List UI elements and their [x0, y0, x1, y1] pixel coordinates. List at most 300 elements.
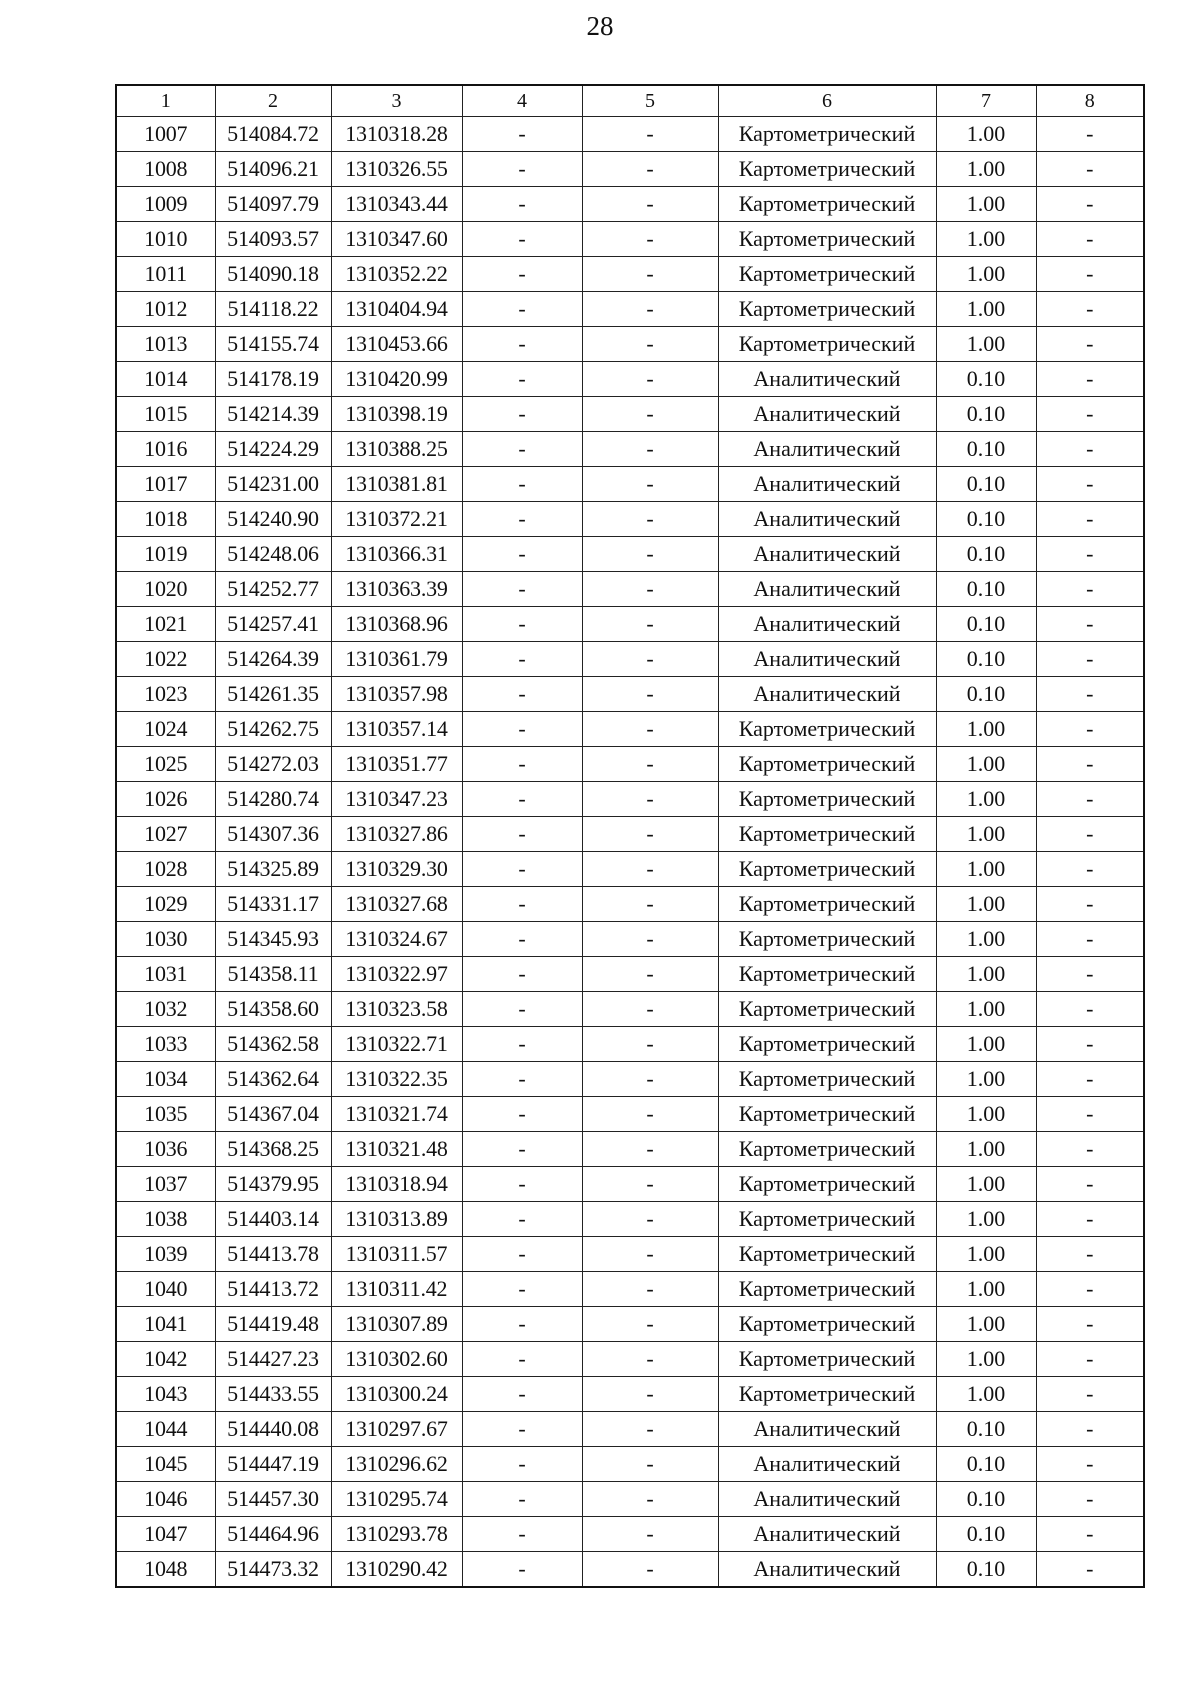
accuracy-cell: 0.10 [936, 642, 1036, 677]
point-number-cell: 1044 [116, 1412, 215, 1447]
method-cell: Картометрический [718, 1132, 936, 1167]
column-header: 8 [1036, 85, 1144, 117]
accuracy-cell: 0.10 [936, 677, 1036, 712]
table-row [116, 1377, 1144, 1412]
x-coordinate-cell: 514440.08 [215, 1412, 331, 1447]
col5-cell: - [582, 1517, 718, 1552]
col5-cell: - [582, 712, 718, 747]
y-coordinate-cell: 1310329.30 [331, 852, 462, 887]
point-number-cell: 1012 [116, 292, 215, 327]
table-row [116, 1167, 1144, 1202]
col4-cell: - [462, 1062, 582, 1097]
y-coordinate-cell: 1310322.71 [331, 1027, 462, 1062]
x-coordinate-cell: 514096.21 [215, 152, 331, 187]
y-coordinate-cell: 1310307.89 [331, 1307, 462, 1342]
col5-cell: - [582, 1097, 718, 1132]
col4-cell: - [462, 712, 582, 747]
table-row [116, 1552, 1144, 1588]
x-coordinate-cell: 514097.79 [215, 187, 331, 222]
table-row [116, 1132, 1144, 1167]
col8-cell: - [1036, 397, 1144, 432]
method-cell: Картометрический [718, 1167, 936, 1202]
col4-cell: - [462, 1377, 582, 1412]
col4-cell: - [462, 1342, 582, 1377]
y-coordinate-cell: 1310321.48 [331, 1132, 462, 1167]
col5-cell: - [582, 1237, 718, 1272]
col8-cell: - [1036, 257, 1144, 292]
method-cell: Картометрический [718, 187, 936, 222]
col8-cell: - [1036, 187, 1144, 222]
x-coordinate-cell: 514178.19 [215, 362, 331, 397]
col8-cell: - [1036, 327, 1144, 362]
col8-cell: - [1036, 922, 1144, 957]
point-number-cell: 1031 [116, 957, 215, 992]
accuracy-cell: 0.10 [936, 1552, 1036, 1588]
table-row [116, 397, 1144, 432]
table-row [116, 957, 1144, 992]
x-coordinate-cell: 514473.32 [215, 1552, 331, 1588]
table-row [116, 257, 1144, 292]
col8-cell: - [1036, 957, 1144, 992]
x-coordinate-cell: 514084.72 [215, 117, 331, 152]
col4-cell: - [462, 327, 582, 362]
col5-cell: - [582, 222, 718, 257]
point-number-cell: 1008 [116, 152, 215, 187]
x-coordinate-cell: 514093.57 [215, 222, 331, 257]
table-row [116, 187, 1144, 222]
col4-cell: - [462, 1027, 582, 1062]
table-row [116, 1482, 1144, 1517]
column-header: 6 [718, 85, 936, 117]
method-cell: Картометрический [718, 117, 936, 152]
col5-cell: - [582, 152, 718, 187]
x-coordinate-cell: 514118.22 [215, 292, 331, 327]
accuracy-cell: 0.10 [936, 432, 1036, 467]
accuracy-cell: 1.00 [936, 1342, 1036, 1377]
y-coordinate-cell: 1310290.42 [331, 1552, 462, 1588]
header-row [116, 85, 1144, 117]
method-cell: Аналитический [718, 397, 936, 432]
y-coordinate-cell: 1310324.67 [331, 922, 462, 957]
method-cell: Аналитический [718, 607, 936, 642]
y-coordinate-cell: 1310295.74 [331, 1482, 462, 1517]
x-coordinate-cell: 514413.72 [215, 1272, 331, 1307]
method-cell: Картометрический [718, 782, 936, 817]
accuracy-cell: 1.00 [936, 1377, 1036, 1412]
x-coordinate-cell: 514362.64 [215, 1062, 331, 1097]
col8-cell: - [1036, 572, 1144, 607]
col8-cell: - [1036, 1202, 1144, 1237]
x-coordinate-cell: 514264.39 [215, 642, 331, 677]
col8-cell: - [1036, 1447, 1144, 1482]
col4-cell: - [462, 1552, 582, 1588]
col5-cell: - [582, 1377, 718, 1412]
method-cell: Картометрический [718, 222, 936, 257]
col8-cell: - [1036, 1412, 1144, 1447]
col4-cell: - [462, 222, 582, 257]
method-cell: Картометрический [718, 1062, 936, 1097]
method-cell: Картометрический [718, 152, 936, 187]
y-coordinate-cell: 1310343.44 [331, 187, 462, 222]
accuracy-cell: 1.00 [936, 1307, 1036, 1342]
col5-cell: - [582, 292, 718, 327]
col8-cell: - [1036, 1097, 1144, 1132]
accuracy-cell: 1.00 [936, 1027, 1036, 1062]
col4-cell: - [462, 1132, 582, 1167]
method-cell: Картометрический [718, 922, 936, 957]
col5-cell: - [582, 1202, 718, 1237]
point-number-cell: 1009 [116, 187, 215, 222]
y-coordinate-cell: 1310297.67 [331, 1412, 462, 1447]
col8-cell: - [1036, 152, 1144, 187]
col4-cell: - [462, 467, 582, 502]
col5-cell: - [582, 817, 718, 852]
x-coordinate-cell: 514240.90 [215, 502, 331, 537]
col5-cell: - [582, 1482, 718, 1517]
col4-cell: - [462, 817, 582, 852]
y-coordinate-cell: 1310311.42 [331, 1272, 462, 1307]
y-coordinate-cell: 1310388.25 [331, 432, 462, 467]
col8-cell: - [1036, 747, 1144, 782]
y-coordinate-cell: 1310326.55 [331, 152, 462, 187]
col8-cell: - [1036, 677, 1144, 712]
accuracy-cell: 1.00 [936, 922, 1036, 957]
col8-cell: - [1036, 1552, 1144, 1588]
col5-cell: - [582, 327, 718, 362]
y-coordinate-cell: 1310351.77 [331, 747, 462, 782]
x-coordinate-cell: 514447.19 [215, 1447, 331, 1482]
col4-cell: - [462, 397, 582, 432]
col5-cell: - [582, 397, 718, 432]
accuracy-cell: 0.10 [936, 1412, 1036, 1447]
accuracy-cell: 1.00 [936, 1062, 1036, 1097]
point-number-cell: 1025 [116, 747, 215, 782]
table-row [116, 1447, 1144, 1482]
col4-cell: - [462, 1272, 582, 1307]
point-number-cell: 1032 [116, 992, 215, 1027]
table-row [116, 1272, 1144, 1307]
table-row [116, 292, 1144, 327]
col5-cell: - [582, 257, 718, 292]
col4-cell: - [462, 782, 582, 817]
col5-cell: - [582, 1447, 718, 1482]
point-number-cell: 1033 [116, 1027, 215, 1062]
method-cell: Аналитический [718, 537, 936, 572]
y-coordinate-cell: 1310372.21 [331, 502, 462, 537]
y-coordinate-cell: 1310313.89 [331, 1202, 462, 1237]
table-row [116, 992, 1144, 1027]
col8-cell: - [1036, 432, 1144, 467]
accuracy-cell: 1.00 [936, 712, 1036, 747]
col4-cell: - [462, 152, 582, 187]
col8-cell: - [1036, 1027, 1144, 1062]
point-number-cell: 1046 [116, 1482, 215, 1517]
point-number-cell: 1023 [116, 677, 215, 712]
x-coordinate-cell: 514248.06 [215, 537, 331, 572]
accuracy-cell: 1.00 [936, 222, 1036, 257]
x-coordinate-cell: 514224.29 [215, 432, 331, 467]
point-number-cell: 1035 [116, 1097, 215, 1132]
table-body [116, 117, 1144, 1588]
col5-cell: - [582, 1272, 718, 1307]
accuracy-cell: 1.00 [936, 957, 1036, 992]
y-coordinate-cell: 1310361.79 [331, 642, 462, 677]
col4-cell: - [462, 677, 582, 712]
method-cell: Картометрический [718, 817, 936, 852]
y-coordinate-cell: 1310322.97 [331, 957, 462, 992]
method-cell: Картометрический [718, 957, 936, 992]
point-number-cell: 1047 [116, 1517, 215, 1552]
table-row [116, 677, 1144, 712]
col4-cell: - [462, 362, 582, 397]
table-row [116, 502, 1144, 537]
method-cell: Картометрический [718, 327, 936, 362]
x-coordinate-cell: 514280.74 [215, 782, 331, 817]
col4-cell: - [462, 642, 582, 677]
accuracy-cell: 0.10 [936, 397, 1036, 432]
accuracy-cell: 0.10 [936, 1482, 1036, 1517]
y-coordinate-cell: 1310453.66 [331, 327, 462, 362]
table-row [116, 607, 1144, 642]
col8-cell: - [1036, 782, 1144, 817]
col8-cell: - [1036, 1272, 1144, 1307]
table-row [116, 817, 1144, 852]
method-cell: Аналитический [718, 1517, 936, 1552]
accuracy-cell: 1.00 [936, 152, 1036, 187]
method-cell: Картометрический [718, 1097, 936, 1132]
method-cell: Картометрический [718, 992, 936, 1027]
col8-cell: - [1036, 467, 1144, 502]
point-number-cell: 1014 [116, 362, 215, 397]
accuracy-cell: 1.00 [936, 257, 1036, 292]
x-coordinate-cell: 514358.60 [215, 992, 331, 1027]
accuracy-cell: 0.10 [936, 572, 1036, 607]
coordinates-table [115, 84, 1145, 1588]
accuracy-cell: 1.00 [936, 747, 1036, 782]
point-number-cell: 1042 [116, 1342, 215, 1377]
col8-cell: - [1036, 992, 1144, 1027]
accuracy-cell: 1.00 [936, 1167, 1036, 1202]
y-coordinate-cell: 1310293.78 [331, 1517, 462, 1552]
point-number-cell: 1022 [116, 642, 215, 677]
accuracy-cell: 1.00 [936, 1202, 1036, 1237]
x-coordinate-cell: 514413.78 [215, 1237, 331, 1272]
point-number-cell: 1039 [116, 1237, 215, 1272]
x-coordinate-cell: 514231.00 [215, 467, 331, 502]
point-number-cell: 1026 [116, 782, 215, 817]
point-number-cell: 1024 [116, 712, 215, 747]
table-row [116, 537, 1144, 572]
accuracy-cell: 1.00 [936, 1272, 1036, 1307]
point-number-cell: 1020 [116, 572, 215, 607]
col8-cell: - [1036, 537, 1144, 572]
point-number-cell: 1034 [116, 1062, 215, 1097]
point-number-cell: 1018 [116, 502, 215, 537]
x-coordinate-cell: 514403.14 [215, 1202, 331, 1237]
accuracy-cell: 1.00 [936, 782, 1036, 817]
accuracy-cell: 1.00 [936, 292, 1036, 327]
point-number-cell: 1045 [116, 1447, 215, 1482]
x-coordinate-cell: 514419.48 [215, 1307, 331, 1342]
col4-cell: - [462, 432, 582, 467]
method-cell: Аналитический [718, 1447, 936, 1482]
accuracy-cell: 0.10 [936, 537, 1036, 572]
table-row [116, 1237, 1144, 1272]
x-coordinate-cell: 514362.58 [215, 1027, 331, 1062]
col4-cell: - [462, 887, 582, 922]
point-number-cell: 1016 [116, 432, 215, 467]
table-row [116, 1307, 1144, 1342]
table-row [116, 327, 1144, 362]
x-coordinate-cell: 514358.11 [215, 957, 331, 992]
x-coordinate-cell: 514345.93 [215, 922, 331, 957]
point-number-cell: 1028 [116, 852, 215, 887]
y-coordinate-cell: 1310302.60 [331, 1342, 462, 1377]
col5-cell: - [582, 117, 718, 152]
col8-cell: - [1036, 1307, 1144, 1342]
column-header: 4 [462, 85, 582, 117]
column-header: 3 [331, 85, 462, 117]
col5-cell: - [582, 362, 718, 397]
x-coordinate-cell: 514379.95 [215, 1167, 331, 1202]
point-number-cell: 1017 [116, 467, 215, 502]
column-header: 2 [215, 85, 331, 117]
accuracy-cell: 1.00 [936, 187, 1036, 222]
accuracy-cell: 1.00 [936, 1237, 1036, 1272]
col5-cell: - [582, 642, 718, 677]
table-row [116, 782, 1144, 817]
point-number-cell: 1037 [116, 1167, 215, 1202]
accuracy-cell: 1.00 [936, 1132, 1036, 1167]
col4-cell: - [462, 1167, 582, 1202]
col8-cell: - [1036, 1062, 1144, 1097]
method-cell: Картометрический [718, 1202, 936, 1237]
point-number-cell: 1021 [116, 607, 215, 642]
y-coordinate-cell: 1310318.28 [331, 117, 462, 152]
col5-cell: - [582, 432, 718, 467]
table-row [116, 747, 1144, 782]
x-coordinate-cell: 514367.04 [215, 1097, 331, 1132]
point-number-cell: 1036 [116, 1132, 215, 1167]
col8-cell: - [1036, 1482, 1144, 1517]
accuracy-cell: 0.10 [936, 362, 1036, 397]
accuracy-cell: 0.10 [936, 1517, 1036, 1552]
x-coordinate-cell: 514433.55 [215, 1377, 331, 1412]
method-cell: Картометрический [718, 1377, 936, 1412]
method-cell: Аналитический [718, 1412, 936, 1447]
method-cell: Картометрический [718, 257, 936, 292]
col5-cell: - [582, 187, 718, 222]
col4-cell: - [462, 537, 582, 572]
point-number-cell: 1048 [116, 1552, 215, 1588]
table-row [116, 117, 1144, 152]
col5-cell: - [582, 1307, 718, 1342]
col4-cell: - [462, 1447, 582, 1482]
method-cell: Картометрический [718, 1237, 936, 1272]
col5-cell: - [582, 502, 718, 537]
y-coordinate-cell: 1310357.14 [331, 712, 462, 747]
col4-cell: - [462, 992, 582, 1027]
col8-cell: - [1036, 887, 1144, 922]
table-row [116, 1517, 1144, 1552]
col5-cell: - [582, 747, 718, 782]
accuracy-cell: 0.10 [936, 607, 1036, 642]
x-coordinate-cell: 514257.41 [215, 607, 331, 642]
col4-cell: - [462, 1482, 582, 1517]
col4-cell: - [462, 187, 582, 222]
table-row [116, 887, 1144, 922]
table-row [116, 467, 1144, 502]
accuracy-cell: 1.00 [936, 887, 1036, 922]
method-cell: Картометрический [718, 292, 936, 327]
col5-cell: - [582, 1132, 718, 1167]
col5-cell: - [582, 852, 718, 887]
x-coordinate-cell: 514464.96 [215, 1517, 331, 1552]
point-number-cell: 1029 [116, 887, 215, 922]
col4-cell: - [462, 852, 582, 887]
y-coordinate-cell: 1310347.60 [331, 222, 462, 257]
y-coordinate-cell: 1310321.74 [331, 1097, 462, 1132]
y-coordinate-cell: 1310404.94 [331, 292, 462, 327]
col4-cell: - [462, 1097, 582, 1132]
method-cell: Аналитический [718, 362, 936, 397]
point-number-cell: 1011 [116, 257, 215, 292]
col4-cell: - [462, 117, 582, 152]
x-coordinate-cell: 514090.18 [215, 257, 331, 292]
col8-cell: - [1036, 852, 1144, 887]
y-coordinate-cell: 1310327.86 [331, 817, 462, 852]
col4-cell: - [462, 1517, 582, 1552]
y-coordinate-cell: 1310363.39 [331, 572, 462, 607]
x-coordinate-cell: 514368.25 [215, 1132, 331, 1167]
col5-cell: - [582, 1167, 718, 1202]
column-header: 1 [116, 85, 215, 117]
table-row [116, 432, 1144, 467]
col5-cell: - [582, 607, 718, 642]
table-row [116, 1202, 1144, 1237]
table-row [116, 572, 1144, 607]
col4-cell: - [462, 1412, 582, 1447]
page-number: 28 [586, 11, 614, 41]
col4-cell: - [462, 922, 582, 957]
col5-cell: - [582, 957, 718, 992]
table-row [116, 152, 1144, 187]
col4-cell: - [462, 607, 582, 642]
col8-cell: - [1036, 362, 1144, 397]
accuracy-cell: 1.00 [936, 327, 1036, 362]
col5-cell: - [582, 1552, 718, 1588]
col4-cell: - [462, 502, 582, 537]
x-coordinate-cell: 514427.23 [215, 1342, 331, 1377]
table-row [116, 1062, 1144, 1097]
col8-cell: - [1036, 607, 1144, 642]
col4-cell: - [462, 292, 582, 327]
y-coordinate-cell: 1310322.35 [331, 1062, 462, 1097]
table-row [116, 1027, 1144, 1062]
col8-cell: - [1036, 117, 1144, 152]
x-coordinate-cell: 514307.36 [215, 817, 331, 852]
y-coordinate-cell: 1310420.99 [331, 362, 462, 397]
point-number-cell: 1038 [116, 1202, 215, 1237]
point-number-cell: 1040 [116, 1272, 215, 1307]
method-cell: Картометрический [718, 1342, 936, 1377]
col5-cell: - [582, 1412, 718, 1447]
accuracy-cell: 0.10 [936, 502, 1036, 537]
y-coordinate-cell: 1310366.31 [331, 537, 462, 572]
col8-cell: - [1036, 502, 1144, 537]
method-cell: Картометрический [718, 712, 936, 747]
y-coordinate-cell: 1310300.24 [331, 1377, 462, 1412]
